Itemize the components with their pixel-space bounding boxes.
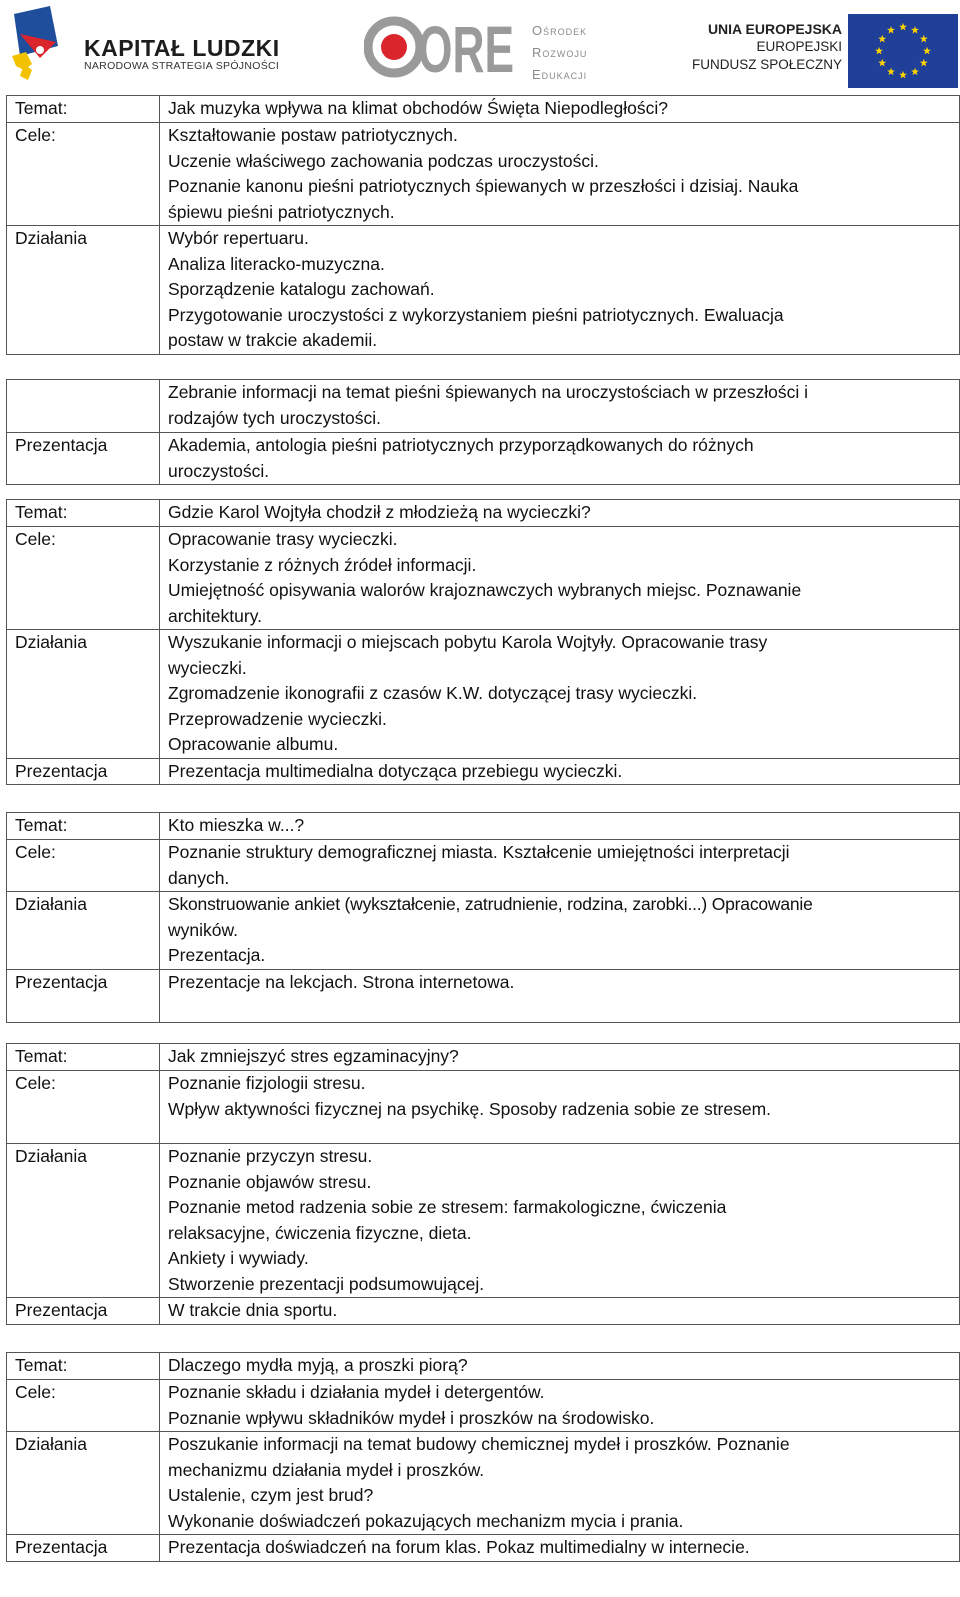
text-line: Analiza literacko-muzyczna. [168,253,385,274]
text-line: Opracowanie trasy wycieczki. [168,529,398,549]
cele-label: Cele: [7,527,160,630]
text-line: Skonstruowanie ankiet (wykształcenie, zatrudnienie, rodzina, zarobki...) Opracowanie [168,894,813,914]
dzialania-label: Działania [7,892,160,970]
cele-label: Cele: [7,123,160,226]
kl-title: KAPITAŁ LUDZKI [84,35,280,61]
cele-label: Cele: [7,840,160,892]
temat-value [160,1353,960,1380]
kapital-ludzki-text [84,36,280,72]
text-line: Prezentacja multimedialna dotycząca przebiegu wycieczki. [168,760,623,781]
ore-word: Edukacji [532,67,588,82]
text-line: Akademia, antologia pieśni patriotycznych przyporządkowanych do różnych [168,435,754,455]
kl-subtitle: NARODOWA STRATEGIA SPÓJNOŚCI [84,60,280,72]
prezentacja-label: Prezentacja [7,1535,160,1562]
text-line: Umiejętność opisywania walorów krajoznawczych wybranych miejsc. Poznawanie [168,580,802,600]
prezentacja-label: Prezentacja [7,1298,160,1325]
text-line: Ankiety i wywiady. [168,1248,309,1268]
text-line: Poznanie fizjologii stresu. [168,1073,366,1093]
dzialania-value [160,630,960,759]
cele-value [160,840,960,892]
text-line: Wyszukanie informacji o miejscach pobytu Karola Wojtyły. Opracowanie trasy [168,632,768,652]
cele-label: Cele: [7,1071,160,1144]
prezentacja-value [160,758,960,785]
text-line: Kształtowanie postaw patriotycznych. [168,125,458,145]
prezentacja-value [160,969,960,1022]
cele-value [160,1380,960,1432]
ue-line: EUROPEJSKI [756,39,842,54]
empty-label [7,380,160,433]
text-line: mechanizmu działania mydeł i proszków. [168,1459,485,1480]
text-line: Wykonanie doświadczeń pokazujących mechanizm mycia i prania. [168,1510,684,1531]
temat-value [160,500,960,527]
text-line: Stworzenie prezentacji podsumowującej. [168,1273,485,1294]
project-table [6,379,960,485]
ore-words [532,20,587,86]
temat-label: Temat: [7,1044,160,1071]
text-line: Poszukanie informacji na temat budowy chemicznej mydeł i proszków. Poznanie [168,1434,790,1454]
text-line: Dlaczego mydła myją, a proszki piorą? [168,1355,468,1375]
project-table [6,1043,960,1325]
text-line: architektury. [168,605,263,626]
prezentacja-label: Prezentacja [7,758,160,785]
temat-value [160,96,960,123]
ore-letters: ORE [418,12,514,82]
dzialania-value [160,1144,960,1298]
text-line: Ustalenie, czym jest brud? [168,1485,374,1505]
text-line: Opracowanie albumu. [168,734,339,754]
dzialania-value [160,892,960,970]
text-line: Gdzie Karol Wojtyła chodził z młodzieżą na wycieczki? [168,502,591,522]
ore-word: Ośrodek [532,23,588,38]
text-line: Przeprowadzenie wycieczki. [168,708,387,729]
text-line: Zgromadzenie ikonografii z czasów K.W. dotyczącej trasy wycieczki. [168,683,698,703]
text-line: W trakcie dnia sportu. [168,1300,338,1320]
temat-value [160,1044,960,1071]
ue-line: FUNDUSZ SPOŁECZNY [691,57,842,72]
text-line: Sporządzenie katalogu zachowań. [168,279,435,299]
cele-value [160,527,960,630]
text-line: Poznanie wpływu składników mydeł i proszków na środowisko. [168,1407,655,1428]
dzialania-label: Działania [7,1144,160,1298]
ue-title: UNIA EUROPEJSKA [707,21,842,37]
dzialania-value [160,380,960,433]
project-table [6,95,960,355]
cele-value [160,123,960,226]
prezentacja-value [160,433,960,485]
prezentacja-value [160,1535,960,1562]
eu-flag-icon [848,14,958,88]
text-line: Prezentacja doświadczeń na forum klas. Pokaz multimedialny w internecie. [168,1537,750,1557]
text-line: śpiewu pieśni patriotycznych. [168,201,395,222]
text-line: rodzajów tych uroczystości. [168,407,381,428]
temat-label: Temat: [7,1353,160,1380]
text-line: Wybór repertuaru. [168,228,309,248]
ore-logo [364,12,524,82]
project-table [6,1352,960,1562]
project-table [6,812,960,1023]
prezentacja-label: Prezentacja [7,969,160,1022]
cele-value [160,1071,960,1144]
text-line: Korzystanie z różnych źródeł informacji. [168,554,477,575]
text-line: Poznanie objawów stresu. [168,1171,372,1192]
text-line: Wpływ aktywności fizycznej na psychikę. Sposoby radzenia sobie ze stresem. [168,1098,772,1119]
temat-value [160,813,960,840]
kapital-ludzki-logo [10,6,60,92]
dzialania-label: Działania [7,226,160,355]
dzialania-value [160,1432,960,1535]
ore-word: Rozwoju [532,45,588,60]
dzialania-label: Działania [7,1432,160,1535]
text-line: Poznanie metod radzenia sobie ze stresem: farmakologiczne, ćwiczenia [168,1197,727,1217]
text-line: Prezentacje na lekcjach. Strona internetowa. [168,971,515,992]
text-line: postaw w trakcie akademii. [168,330,378,350]
ue-text [682,20,842,74]
text-line: Przygotowanie uroczystości z wykorzystaniem pieśni patriotycznych. Ewaluacja [168,304,784,325]
text-line: relaksacyjne, ćwiczenia fizyczne, dieta. [168,1222,472,1243]
text-line: Poznanie składu i działania mydeł i detergentów. [168,1382,545,1402]
text-line: Poznanie struktury demograficznej miasta. Kształcenie umiejętności interpretacji [168,842,790,862]
text-line: Prezentacja. [168,945,266,965]
text-line: Kto mieszka w...? [168,815,305,835]
dzialania-label: Działania [7,630,160,759]
temat-label: Temat: [7,96,160,123]
text-line: Jak muzyka wpływa na klimat obchodów Święta Niepodległości? [168,98,668,118]
text-line: Zebranie informacji na temat pieśni śpiewanych na uroczystościach w przeszłości i [168,382,808,402]
temat-label: Temat: [7,500,160,527]
project-table [6,499,960,785]
text-line: Uczenie właściwego zachowania podczas uroczystości. [168,150,599,171]
prezentacja-value [160,1298,960,1325]
dzialania-value [160,226,960,355]
text-line: uroczystości. [168,460,270,481]
text-line: wyników. [168,919,239,940]
temat-label: Temat: [7,813,160,840]
text-line: Poznanie przyczyn stresu. [168,1146,373,1166]
prezentacja-label: Prezentacja [7,433,160,485]
text-line: danych. [168,867,230,888]
text-line: Jak zmniejszyć stres egzaminacyjny? [168,1046,459,1066]
cele-label: Cele: [7,1380,160,1432]
text-line: wycieczki. [168,657,247,678]
page-header [0,0,960,92]
text-line: Poznanie kanonu pieśni patriotycznych śpiewanych w przeszłości i dzisiaj. Nauka [168,176,799,196]
